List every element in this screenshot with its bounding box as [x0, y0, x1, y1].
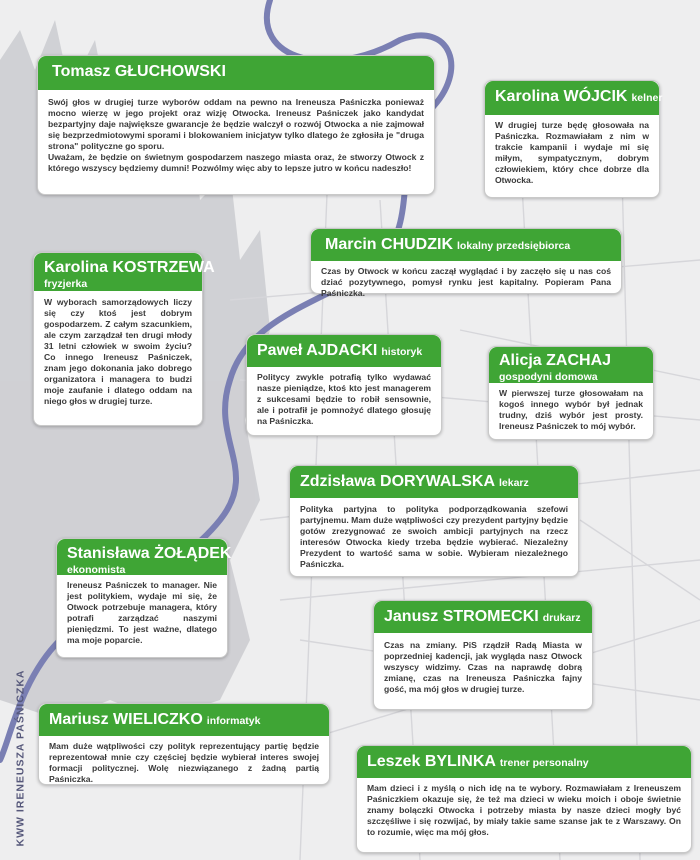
- card-paragraph: W pierwszej turze głosowałam na kogoś innego wybór był jednak trudny, dziś wybór jest prosty. Ireneusz Paśniczek to mój wybór.: [499, 388, 643, 431]
- last-name: ŻOŁĄDEK: [154, 545, 232, 562]
- person-role: kelner: [631, 92, 663, 104]
- card-header: [38, 56, 434, 90]
- person-name: [52, 63, 226, 80]
- card-paragraph: Politycy zwykle potrafią tylko wydawać nasze pieniądze, ktoś kto jest managerem z sukcesami będzie to robił sensownie, ale i potrafił je pomnożyć dlatego głosuję na Paśniczka.: [257, 372, 431, 426]
- card-text: [290, 504, 578, 570]
- person-name: [384, 608, 539, 625]
- testimonial-card-wieliczko: [38, 703, 330, 785]
- card-text: [57, 580, 227, 646]
- person-role: lekarz: [499, 477, 529, 489]
- card-header: [247, 335, 441, 367]
- person-name: [49, 711, 203, 728]
- last-name: WIELICZKO: [113, 711, 203, 728]
- person-name: [300, 473, 495, 490]
- card-header: [489, 347, 653, 383]
- card-header: [311, 229, 621, 261]
- card-paragraph: Polityka partyjna to polityka podporządkowania szefowi partyjnemu. Mam duże wątpliwości czy prezydent partyjny będzie gotów zrezygnować ze swoich ambicji partyjnych na rzecz interesów Otwocka kiedy trzeba będzie wybierać. Niezależny Prezydent to wartość sama w sobie. Wybieram niezależnego Paśniczka.: [300, 504, 568, 569]
- testimonial-card-zoladek: [56, 538, 232, 658]
- card-text: [311, 266, 621, 299]
- card-text: [38, 97, 434, 174]
- card-text: [489, 388, 653, 432]
- person-role: fryzjerka: [44, 278, 88, 290]
- person-role: informatyk: [206, 715, 261, 727]
- card-paragraph: Uważam, że będzie on świetnym gospodarzem naszego miasta oraz, że stworzy Otwock z którego wszyscy będziemy dumni! Pozwólmy więc aby to lepsze jutro w końcu nadeszło!: [48, 152, 424, 173]
- card-header: [290, 466, 578, 498]
- card-text: [357, 783, 691, 838]
- last-name: KOSTRZEWA: [112, 259, 215, 276]
- first-name: Mariusz: [49, 711, 114, 728]
- last-name: CHUDZIK: [381, 236, 454, 253]
- card-paragraph: Czas na zmiany. PiS rządził Radą Miasta w poprzedniej kadencji, jak wygląda nasz Otwock wszyscy widzimy. Czas na naprawdę dobrą zmianę, czas na Ireneusza Paśniczka fajny gość, ma mój głos w drugiej turze.: [384, 640, 582, 694]
- first-name: Alicja: [499, 352, 547, 369]
- last-name: DORYWALSKA: [380, 473, 495, 490]
- person-role: drukarz: [542, 612, 581, 624]
- first-name: Karolina: [495, 88, 564, 105]
- first-name: Janusz: [384, 608, 443, 625]
- card-paragraph: Mam dzieci i z myślą o nich idę na te wybory. Rozmawiałam z Ireneuszem Paśniczkiem okazuje się, że też ma dzieci w wieku moich i oboje świetnie znamy bolączki Otwocka i potrzeby miasta by nasze dzieci mogły być szczęśliwe i się rozwijać, by miały takie same szanse jak te z Warszawy. On to rozumie, więc ma mój głos.: [367, 783, 681, 837]
- person-role: historyk: [381, 346, 423, 358]
- card-paragraph: Swój głos w drugiej turze wyborów oddam na pewno na Ireneusza Paśniczka ponieważ mocno wierzę w jego projekt oraz wizję Otwocka. Ireneusz Paśniczek jako kandydat bezpartyjny daje największe gwarancje że będzie walczył o rozwój Otwocka a nie zajmował się bezprzedmiotowymi sporami i blokowaniem inicjatyw tylko dlatego że zgłosiła je "druga strona" polityczne go sporu.: [48, 97, 424, 151]
- last-name: ZACHAJ: [546, 352, 612, 369]
- card-paragraph: Czas by Otwock w końcu zaczął wyglądać i by zaczęło się u nas coś dziać pozytywnego, pomysł rynku jest kapitalny. Popieram Pana Paśniczka.: [321, 266, 611, 298]
- person-role: trener personalny: [499, 757, 589, 769]
- testimonial-card-wojcik: [484, 80, 663, 198]
- card-header: [39, 704, 329, 736]
- testimonial-card-ajdacki: [246, 334, 442, 436]
- card-header: [374, 601, 592, 633]
- card-text: [247, 372, 441, 427]
- person-role: lokalny przedsiębiorca: [457, 240, 571, 252]
- card-text: [39, 741, 329, 785]
- card-paragraph: Ireneusz Paśniczek to manager. Nie jest politykiem, wydaje mi się, że Otwock potrzebuje managera, który potrafi zarządzać naszymi pieniędzmi. To jest ważne, dlatego ma moje poparcie.: [67, 580, 217, 645]
- first-name: Tomasz: [52, 63, 115, 80]
- person-name: [495, 88, 627, 105]
- person-name: [499, 352, 611, 369]
- last-name: GŁUCHOWSKI: [114, 63, 226, 80]
- card-paragraph: W wyborach samorządowych liczy się czy ktoś jest dobrym gospodarzem. Z całym szacunkiem, ale czym zarządzał ten drugi młody 31 letni człowiek w swoim życiu? Co innego Ireneusz Paśniczek, znam jego dokonania jako dobrego organizatora i managera to budzi moje zaufanie i dlatego oddam na niego głos w drugiej turze.: [44, 297, 192, 406]
- testimonial-card-gluchowski: [37, 55, 435, 195]
- first-name: Paweł: [257, 342, 307, 359]
- first-name: Leszek: [367, 753, 425, 770]
- first-name: Stanisława: [67, 545, 155, 562]
- person-role: ekonomista: [67, 564, 126, 576]
- card-header: [357, 746, 691, 778]
- last-name: BYLINKA: [424, 753, 496, 770]
- testimonial-card-bylinka: [356, 745, 692, 853]
- card-text: [485, 120, 659, 186]
- person-name: [67, 545, 231, 562]
- last-name: WÓJCIK: [563, 88, 628, 105]
- card-header: [34, 253, 215, 291]
- person-name: [367, 753, 496, 770]
- testimonial-card-kostrzewa: [33, 252, 215, 426]
- person-name: [325, 236, 453, 253]
- first-name: Marcin: [325, 236, 382, 253]
- person-role: gospodyni domowa: [499, 371, 598, 383]
- last-name: STROMECKI: [442, 608, 539, 625]
- card-header: [485, 81, 663, 115]
- person-name: [257, 342, 377, 359]
- person-name: [44, 259, 215, 276]
- testimonial-card-stromecki: [373, 600, 593, 710]
- first-name: Zdzisława: [300, 473, 381, 490]
- side-label: KWW IRENEUSZA PAŚNICZKA: [14, 669, 27, 847]
- card-text: [34, 297, 202, 407]
- first-name: Karolina: [44, 259, 113, 276]
- card-header: [57, 539, 232, 576]
- testimonial-card-chudzik: [310, 228, 622, 298]
- card-text: [374, 640, 592, 695]
- card-paragraph: Mam duże wątpliwości czy polityk reprezentujący partię będzie reprezentował mnie czy częściej będzie wybierał interes swojej formacji politycznej. Wolę niezwiązanego z żadną partią Paśniczka.: [49, 741, 319, 784]
- testimonial-card-dorywalska: [289, 465, 579, 577]
- card-paragraph: W drugiej turze będę głosowała na Paśniczka. Rozmawiałam z nim w trakcie kampanii i wydaje mi się miłym, sympatycznym, dobrym człowiekiem, który chce dobrze dla Otwocka.: [495, 120, 649, 185]
- testimonial-card-zachaj: [488, 346, 654, 440]
- last-name: AJDACKI: [306, 342, 378, 359]
